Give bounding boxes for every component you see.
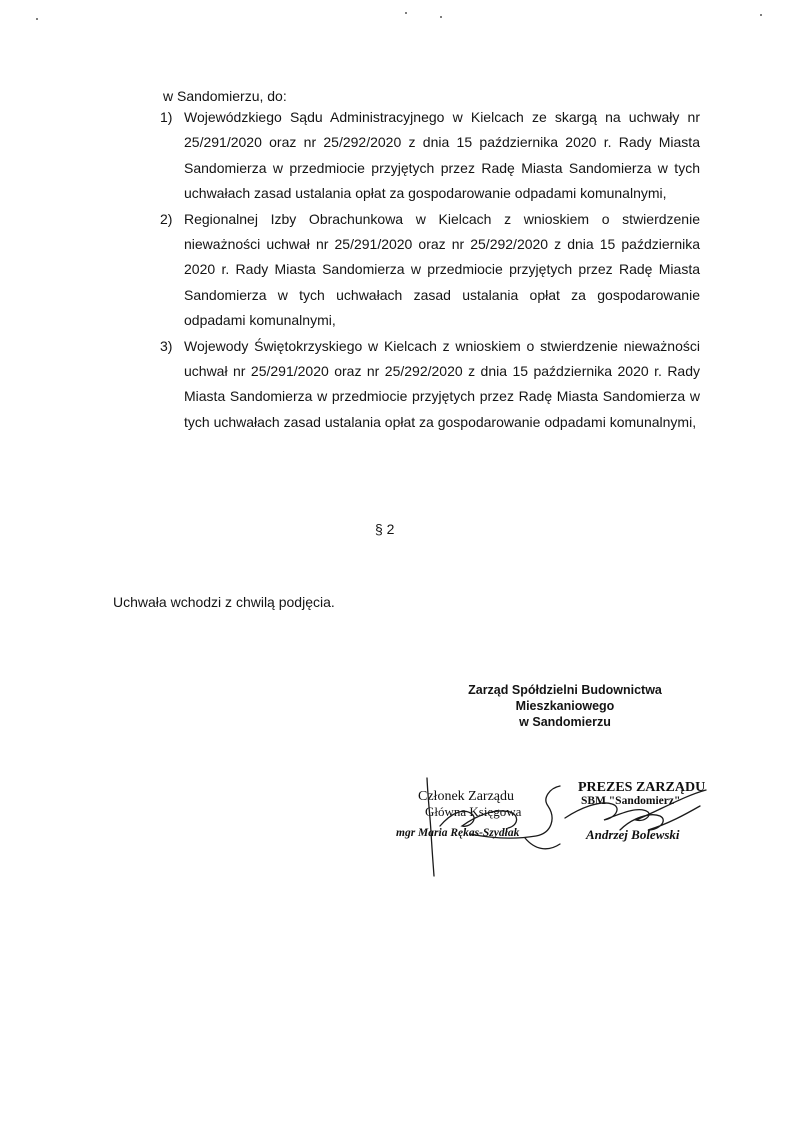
list-item-text: Regionalnej Izby Obrachunkowa w Kielcach z wnioskiem o stwierdzenie nieważności uchwał nr 25/291/2020 oraz nr 25/292/2020 z dnia 15 października 2020 r. Rady Miasta Sandomierza w przedmiocie przyjętych przez Radę Miasta Sandomierza w tych uchwałach zasad ustalania opłat za gospodarowanie odpadami komunalnymi, [184, 210, 700, 329]
scan-speck [36, 18, 38, 20]
list-item [160, 105, 700, 207]
list-item [160, 334, 700, 436]
board-signature-block [445, 682, 685, 730]
list-item [160, 207, 700, 334]
right-stamp-role: PREZES ZARZĄDU [578, 780, 706, 795]
section-mark: § 2 [375, 521, 395, 537]
scan-speck [760, 14, 762, 16]
scan-speck [440, 16, 442, 18]
list-item-text: Wojewody Świętokrzyskiego w Kielcach z wnioskiem o stwierdzenie nieważności uchwał nr 25/291/2020 oraz nr 25/292/2020 z dnia 15 października 2020 r. Rady Miasta Sandomierza w przedmiocie przyjętych przez Radę Miasta Sandomierza w tych uchwałach zasad ustalania opłat za gospodarowanie odpadami komunalnymi, [184, 337, 700, 430]
board-line-1: Zarząd Spółdzielni Budownictwa [468, 683, 662, 697]
scan-speck [405, 12, 407, 14]
closing-statement: Uchwała wchodzi z chwilą podjęcia. [113, 594, 335, 610]
left-stamp-title: Główna Księgowa [425, 804, 522, 819]
right-stamp-org: SBM "Sandomierz" [581, 795, 681, 807]
recipients-list [160, 105, 700, 435]
intro-line: w Sandomierzu, do: [163, 88, 287, 104]
right-stamp-name: Andrzej Bolewski [586, 827, 680, 842]
list-item-number: 1) [160, 109, 173, 125]
left-stamp-name: mgr Maria Rękas-Szydłak [396, 827, 520, 839]
list-item-number: 2) [160, 210, 173, 227]
list-item-number: 3) [160, 337, 173, 354]
list-item-text: Wojewódzkiego Sądu Administracyjnego w Kielcach ze skargą na uchwały nr 25/291/2020 oraz nr 25/292/2020 z dnia 15 października 2020 r. Rady Miasta Sandomierza w przedmiocie przyjętych przez Radę Miasta Sandomierza w tych uchwałach zasad ustalania opłat za gospodarowanie odpadami komunalnymi, [184, 109, 700, 202]
board-line-3: w Sandomierzu [519, 715, 611, 729]
left-stamp-role: Członek Zarządu [418, 789, 515, 804]
board-line-2: Mieszkaniowego [515, 699, 615, 713]
